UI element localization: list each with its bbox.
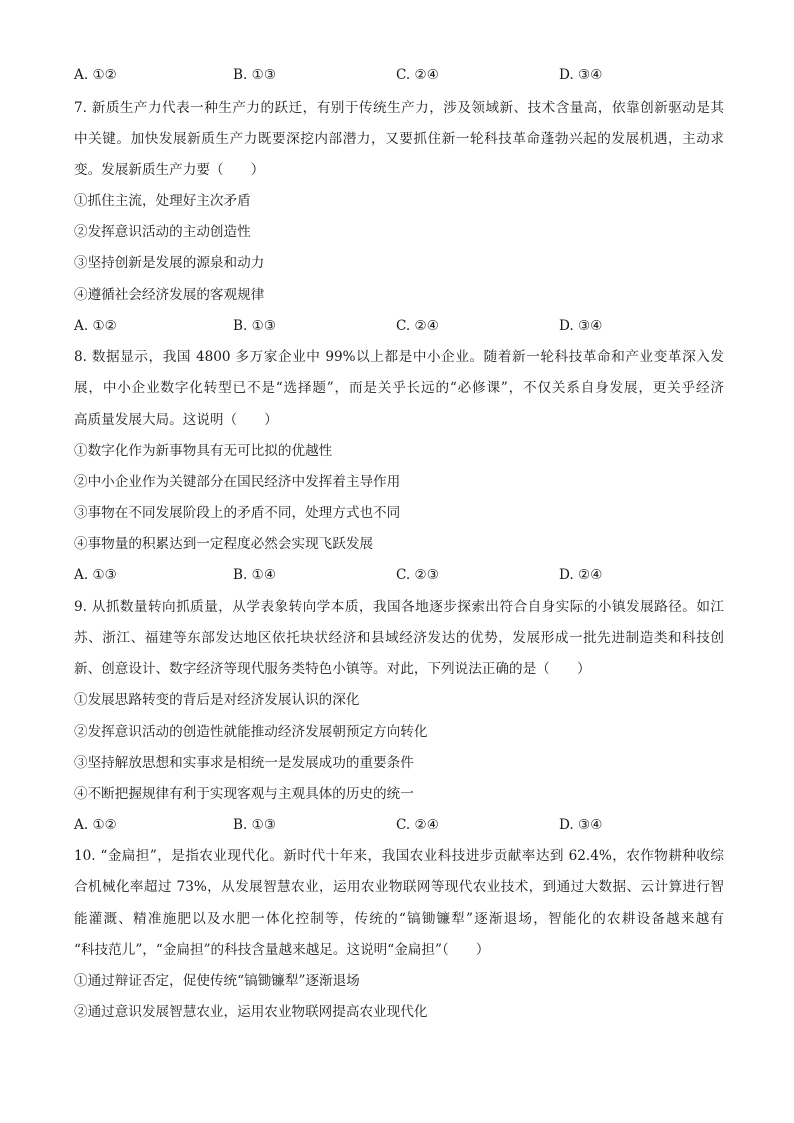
q7-stem-line: 7. 新质生产力代表一种生产力的跃迁，有别于传统生产力，涉及领域新、技术含量高，依靠创新驱动是其 [74,100,724,116]
q9-stem-line: 9. 从抓数量转向抓质量，从学表象转向学本质，我国各地逐步探索出符合自身实际的小镇发展路径。如江 [74,599,724,615]
q10-stem-line: 合机械化率超过 73%，从发展智慧农业，运用农业物联网等现代农业技术，到通过大数据、云计算进行智 [74,879,724,895]
q9-option-d: D. ③④ [559,817,603,833]
q9-option-a: A. ①② [74,817,117,833]
q7-stem-line: 变。发展新质生产力要（ ） [74,162,265,178]
q8-item: ④事物量的积累达到一定程度必然会实现飞跃发展 [74,536,374,552]
q9-item: ②发挥意识活动的创造性就能推动经济发展朝预定方向转化 [74,724,428,740]
q8-item: ②中小企业作为关键部分在国民经济中发挥着主导作用 [74,474,401,490]
q9-stem-line: 新、创意设计、数字经济等现代服务类特色小镇等。对此，下列说法正确的是（ ） [74,661,591,677]
q7-item: ③坚持创新是发展的源泉和动力 [74,255,265,271]
q10-item: ②通过意识发展智慧农业，运用农业物联网提高农业现代化 [74,1004,428,1020]
q9-stem-line: 苏、浙江、福建等东部发达地区依托块状经济和县域经济发达的优势，发展形成一批先进制造类和科技创 [74,630,724,646]
q7-item: ①抓住主流，处理好主次矛盾 [74,193,251,209]
q7-item: ④遵循社会经济发展的客观规律 [74,287,265,303]
q7-option-d: D. ③④ [559,318,603,334]
q7-option-a: A. ①② [74,318,117,334]
q7-option-b: B. ①③ [233,318,277,334]
q6-option-b: B. ①③ [233,67,277,83]
q8-item: ①数字化作为新事物具有无可比拟的优越性 [74,443,333,459]
q7-option-c: C. ②④ [396,318,439,334]
q8-stem-line: 展，中小企业数字化转型已不是“选择题”，而是关乎长远的“必修课”，不仅关系自身发展，更关乎经济 [74,380,724,396]
q9-option-c: C. ②④ [396,817,439,833]
q8-option-d: D. ②④ [559,567,603,583]
q9-item: ③坚持解放思想和实事求是相统一是发展成功的重要条件 [74,755,414,771]
q8-option-c: C. ②③ [396,567,439,583]
q7-item: ②发挥意识活动的主动创造性 [74,224,251,240]
q8-item: ③事物在不同发展阶段上的矛盾不同，处理方式也不同 [74,505,401,521]
q6-option-c: C. ②④ [396,67,439,83]
q9-item: ④不断把握规律有利于实现客观与主观具体的历史的统一 [74,786,414,802]
q9-options [74,815,724,835]
q8-options [74,565,724,585]
q6-option-a: A. ①② [74,67,117,83]
q7-options [74,316,724,336]
q10-stem-line: “科技范儿”，“金扁担”的科技含量越来越足。这说明“金扁担”（ ） [74,942,490,958]
q6-option-d: D. ③④ [559,67,603,83]
q7-stem-line: 中关键。加快发展新质生产力既要深挖内部潜力，又要抓住新一轮科技革命蓬勃兴起的发展机遇，主动求 [74,131,724,147]
q8-stem-line: 8. 数据显示，我国 4800 多万家企业中 99%以上都是中小企业。随着新一轮科技革命和产业变革深入发 [74,349,724,365]
q8-stem-line: 高质量发展大局。这说明（ ） [74,412,278,428]
q8-option-a: A. ①③ [74,567,117,583]
q8-option-b: B. ①④ [233,567,277,583]
q9-item: ①发展思路转变的背后是对经济发展认识的深化 [74,692,360,708]
q9-option-b: B. ①③ [233,817,277,833]
q6-options [74,65,724,85]
q10-stem-line: 10. “金扁担”，是指农业现代化。新时代十年来，我国农业科技进步贡献率达到 62.4%，农作物耕种收综 [74,848,724,864]
q10-item: ①通过辩证否定，促使传统“镐锄镰犁”逐渐退场 [74,973,360,989]
q10-stem-line: 能灌溉、精准施肥以及水肥一体化控制等，传统的“镐锄镰犁”逐渐退场，智能化的农耕设备越来越有 [74,911,724,927]
